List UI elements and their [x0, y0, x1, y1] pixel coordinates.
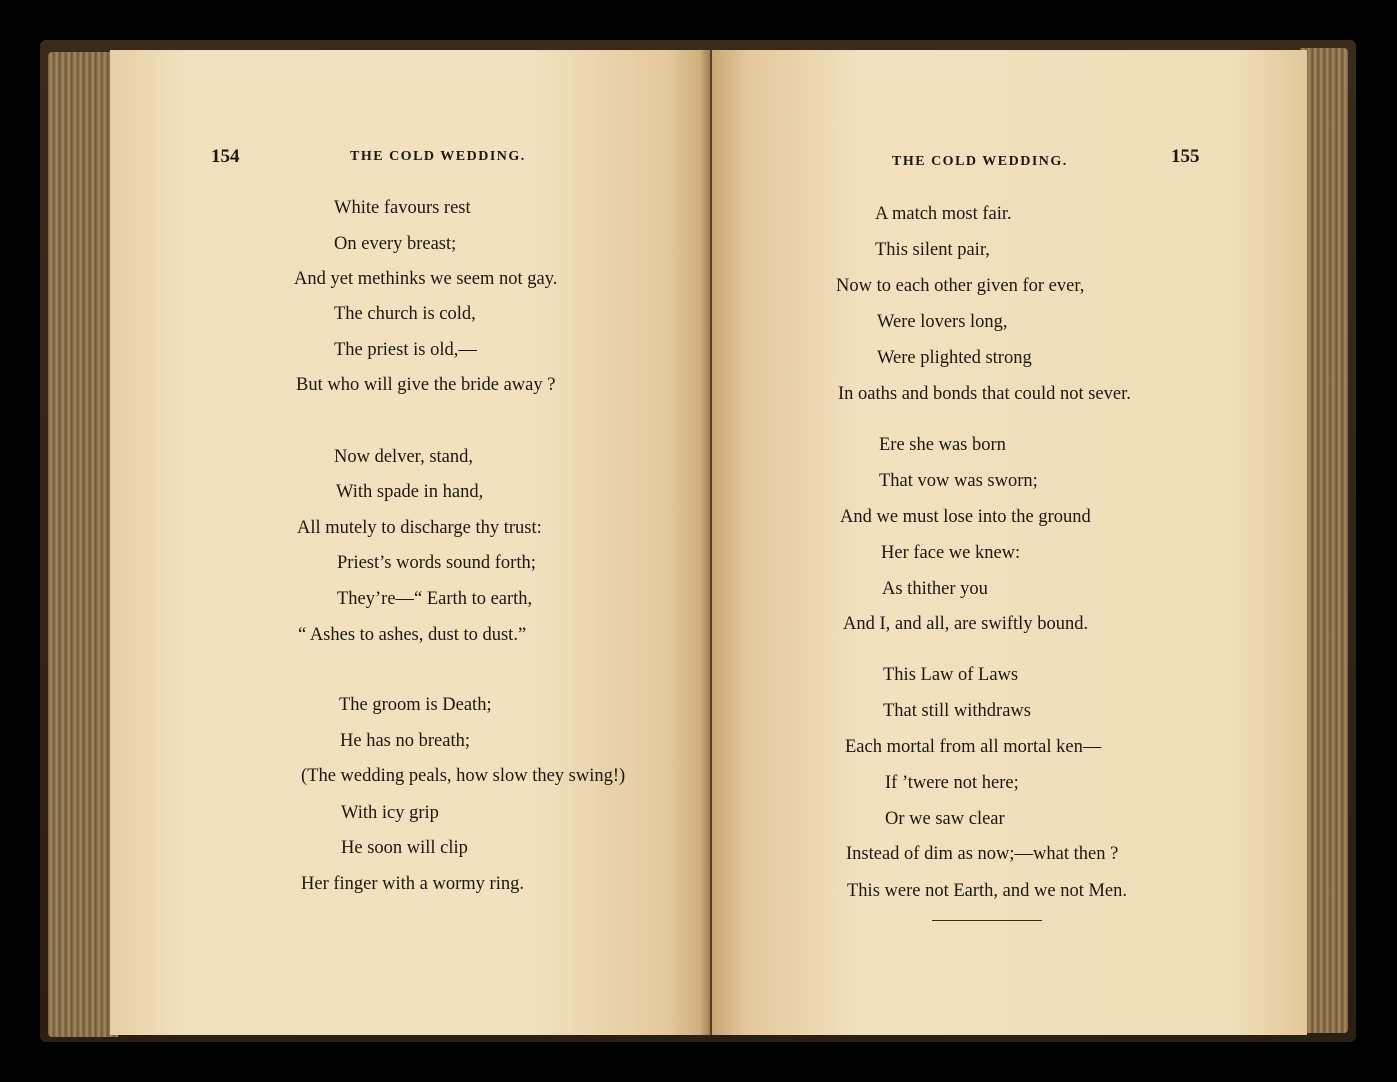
page-number: 155: [1171, 146, 1200, 167]
verse-line: As thither you: [882, 579, 988, 599]
verse-line: And we must lose into the ground: [840, 507, 1091, 527]
verse-line: With spade in hand,: [336, 482, 484, 502]
running-head: THE COLD WEDDING.: [892, 154, 1068, 169]
verse-line: Or we saw clear: [885, 809, 1005, 829]
verse-line: He soon will clip: [341, 838, 468, 858]
verse-line: White favours rest: [334, 198, 471, 218]
verse-line: Were plighted strong: [877, 348, 1032, 368]
verse-line: All mutely to discharge thy trust:: [297, 518, 542, 538]
section-rule: [932, 920, 1042, 921]
verse-line: Now delver, stand,: [334, 447, 474, 467]
verse-line: The priest is old,—: [334, 340, 477, 360]
running-head: THE COLD WEDDING.: [350, 149, 526, 164]
verse-line: This were not Earth, and we not Men.: [847, 881, 1127, 901]
verse-line: On every breast;: [334, 234, 457, 254]
verse-line: That vow was sworn;: [879, 471, 1038, 491]
page-edges-right: [1300, 48, 1348, 1033]
page-edges-left: [48, 52, 118, 1037]
verse-line: But who will give the bride away ?: [296, 375, 556, 395]
right-page: [712, 50, 1307, 1035]
verse-line: With icy grip: [341, 803, 439, 823]
verse-line: A match most fair.: [875, 204, 1012, 224]
verse-line: They’re—“ Earth to earth,: [337, 589, 533, 609]
verse-line: The church is cold,: [334, 304, 476, 324]
verse-line: And I, and all, are swiftly bound.: [843, 614, 1089, 634]
verse-line: That still withdraws: [883, 701, 1031, 721]
verse-line: Her face we knew:: [881, 543, 1021, 563]
verse-line: Priest’s words sound forth;: [337, 553, 536, 573]
verse-line: Each mortal from all mortal ken—: [845, 737, 1102, 757]
verse-line: He has no breath;: [340, 731, 470, 751]
verse-line: This Law of Laws: [883, 665, 1019, 685]
verse-line: “ Ashes to ashes, dust to dust.”: [298, 625, 527, 645]
verse-line: (The wedding peals, how slow they swing!): [301, 766, 626, 786]
verse-line: If ’twere not here;: [885, 773, 1019, 793]
verse-line: The groom is Death;: [339, 695, 492, 715]
verse-line: And yet methinks we seem not gay.: [294, 269, 558, 289]
verse-line: Now to each other given for ever,: [836, 276, 1085, 296]
verse-line: Were lovers long,: [877, 312, 1008, 332]
verse-line: Her finger with a wormy ring.: [301, 874, 524, 894]
verse-line: Ere she was born: [879, 435, 1006, 455]
page-number: 154: [211, 146, 240, 167]
left-page: [110, 50, 710, 1035]
verse-line: This silent pair,: [875, 240, 990, 260]
verse-line: Instead of dim as now;—what then ?: [846, 844, 1119, 864]
verse-line: In oaths and bonds that could not sever.: [838, 384, 1131, 404]
